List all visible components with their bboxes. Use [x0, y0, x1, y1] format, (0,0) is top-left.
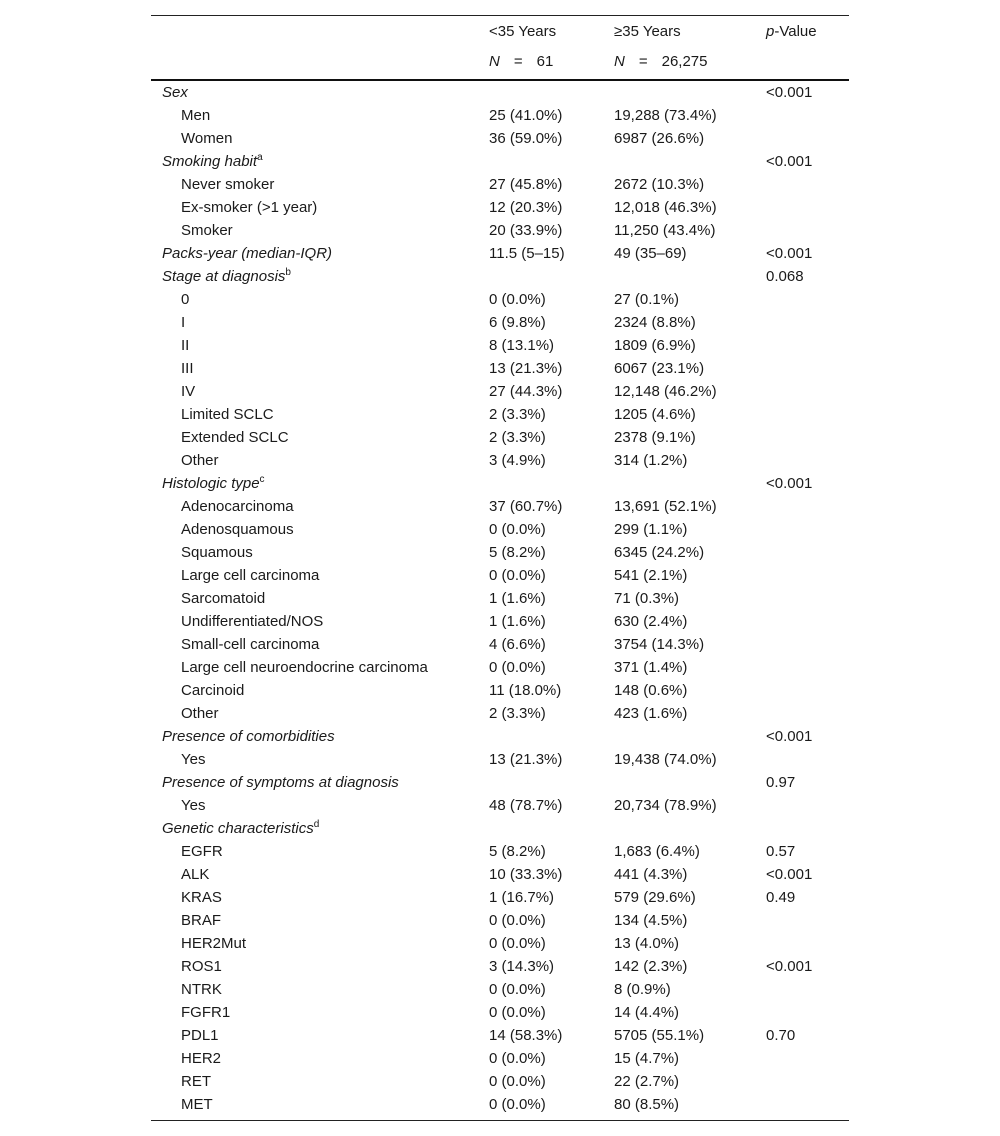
row-label: 0 — [181, 291, 190, 308]
value-35-plus: 6345 (24.2%) — [614, 544, 705, 561]
value-35-plus: 13 (4.0%) — [614, 935, 680, 952]
value-under-35: 20 (33.9%) — [489, 222, 563, 239]
value-under-35: 48 (78.7%) — [489, 797, 563, 814]
n-35-plus: N = 26,275 — [614, 53, 708, 70]
value-under-35: 4 (6.6%) — [489, 636, 546, 653]
section-row — [151, 725, 849, 748]
value-under-35: 8 (13.1%) — [489, 337, 555, 354]
table-row — [151, 840, 849, 863]
footnote-marker: a — [257, 152, 263, 163]
p-value: 0.97 — [766, 774, 796, 791]
value-35-plus: 19,288 (73.4%) — [614, 107, 717, 124]
value-35-plus: 15 (4.7%) — [614, 1050, 680, 1067]
row-label: Histologic type$^c$ — [162, 474, 265, 492]
table-row — [151, 449, 849, 472]
value-35-plus: 1205 (4.6%) — [614, 406, 696, 423]
row-label: Other — [181, 705, 219, 722]
value-35-plus: 314 (1.2%) — [614, 452, 688, 469]
value-35-plus: 27 (0.1%) — [614, 291, 680, 308]
table-row — [151, 932, 849, 955]
section-row — [151, 150, 849, 173]
row-label: Women — [181, 130, 233, 147]
value-35-plus: 5705 (55.1%) — [614, 1027, 705, 1044]
row-label: III — [181, 360, 194, 377]
table-row — [151, 863, 849, 886]
value-under-35: 13 (21.3%) — [489, 360, 563, 377]
row-label: Limited SCLC — [181, 406, 274, 423]
row-label: Stage at diagnosis$^b$ — [162, 267, 291, 285]
row-label: KRAS — [181, 889, 222, 906]
row-label: Presence of symptoms at diagnosis — [162, 774, 399, 791]
table-row — [151, 403, 849, 426]
row-label: Presence of comorbidities — [162, 728, 335, 745]
value-under-35: 14 (58.3%) — [489, 1027, 563, 1044]
row-label: Undifferentiated/NOS — [181, 613, 324, 630]
footnote-marker: b — [285, 267, 291, 278]
value-35-plus: 12,018 (46.3%) — [614, 199, 717, 216]
table-row — [151, 426, 849, 449]
table-row — [151, 978, 849, 1001]
value-under-35: 2 (3.3%) — [489, 429, 546, 446]
section-row — [151, 771, 849, 794]
value-under-35: 2 (3.3%) — [489, 705, 546, 722]
table-row — [151, 702, 849, 725]
value-under-35: 25 (41.0%) — [489, 107, 563, 124]
table-row — [151, 1047, 849, 1070]
header-p-value: p-Value — [766, 23, 817, 40]
value-under-35: 10 (33.3%) — [489, 866, 563, 883]
row-label: Never smoker — [181, 176, 275, 193]
header-row — [151, 16, 849, 46]
row-label: Large cell carcinoma — [181, 567, 320, 584]
value-under-35: 1 (16.7%) — [489, 889, 555, 906]
value-under-35: 11.5 (5–15) — [489, 245, 565, 262]
section-row — [151, 81, 849, 104]
row-label: Yes — [181, 751, 206, 768]
table-row — [151, 587, 849, 610]
section-row — [151, 265, 849, 288]
value-under-35: 0 (0.0%) — [489, 1073, 546, 1090]
value-35-plus: 423 (1.6%) — [614, 705, 688, 722]
row-label: NTRK — [181, 981, 222, 998]
value-under-35: 0 (0.0%) — [489, 912, 546, 929]
table-row — [151, 127, 849, 150]
value-35-plus: 2324 (8.8%) — [614, 314, 696, 331]
p-value: 0.068 — [766, 268, 804, 285]
row-label: Large cell neuroendocrine carcinoma — [181, 659, 428, 676]
table-row — [151, 909, 849, 932]
row-label: Ex-smoker (>1 year) — [181, 199, 318, 216]
table-row — [151, 357, 849, 380]
row-label: MET — [181, 1096, 213, 1113]
section-row — [151, 472, 849, 495]
section-row — [151, 242, 849, 265]
table-row — [151, 173, 849, 196]
p-value: <0.001 — [766, 958, 813, 975]
row-label: Adenocarcinoma — [181, 498, 294, 515]
value-under-35: 3 (4.9%) — [489, 452, 546, 469]
header-under-35: <35 Years — [489, 23, 557, 40]
value-35-plus: 579 (29.6%) — [614, 889, 696, 906]
p-value: 0.70 — [766, 1027, 796, 1044]
value-35-plus: 14 (4.4%) — [614, 1004, 680, 1021]
row-label: Small-cell carcinoma — [181, 636, 320, 653]
value-35-plus: 134 (4.5%) — [614, 912, 688, 929]
p-value: 0.49 — [766, 889, 796, 906]
table-row — [151, 541, 849, 564]
table-row — [151, 656, 849, 679]
value-35-plus: 19,438 (74.0%) — [614, 751, 717, 768]
value-under-35: 0 (0.0%) — [489, 659, 546, 676]
row-label: Squamous — [181, 544, 253, 561]
row-label: Adenosquamous — [181, 521, 294, 538]
row-label: FGFR1 — [181, 1004, 231, 1021]
row-label: HER2 — [181, 1050, 222, 1067]
value-under-35: 5 (8.2%) — [489, 544, 546, 561]
table-row — [151, 610, 849, 633]
value-35-plus: 2378 (9.1%) — [614, 429, 696, 446]
row-label: RET — [181, 1073, 211, 1090]
value-35-plus: 541 (2.1%) — [614, 567, 688, 584]
table-row — [151, 886, 849, 909]
row-label: Extended SCLC — [181, 429, 289, 446]
p-value: <0.001 — [766, 245, 813, 262]
table-row — [151, 1093, 849, 1116]
value-35-plus: 11,250 (43.4%) — [614, 222, 716, 239]
row-label: Sarcomatoid — [181, 590, 266, 607]
row-label: HER2Mut — [181, 935, 247, 952]
value-under-35: 27 (45.8%) — [489, 176, 563, 193]
value-35-plus: 8 (0.9%) — [614, 981, 671, 998]
table-row — [151, 1001, 849, 1024]
table-row — [151, 311, 849, 334]
row-label: PDL1 — [181, 1027, 219, 1044]
value-35-plus: 142 (2.3%) — [614, 958, 688, 975]
value-35-plus: 371 (1.4%) — [614, 659, 688, 676]
value-under-35: 5 (8.2%) — [489, 843, 546, 860]
value-35-plus: 12,148 (46.2%) — [614, 383, 717, 400]
header-35-plus: ≥35 Years — [614, 23, 681, 40]
value-35-plus: 2672 (10.3%) — [614, 176, 705, 193]
table-row — [151, 564, 849, 587]
table-body — [151, 81, 849, 1116]
value-under-35: 0 (0.0%) — [489, 1096, 546, 1113]
section-row — [151, 817, 849, 840]
p-value: <0.001 — [766, 475, 813, 492]
value-under-35: 0 (0.0%) — [489, 981, 546, 998]
value-under-35: 0 (0.0%) — [489, 521, 546, 538]
row-label: I — [181, 314, 186, 331]
value-under-35: 0 (0.0%) — [489, 567, 546, 584]
row-label: Sex — [162, 84, 188, 101]
table-row — [151, 955, 849, 978]
table-row — [151, 196, 849, 219]
table-row — [151, 219, 849, 242]
row-label: Other — [181, 452, 219, 469]
p-value: <0.001 — [766, 866, 813, 883]
value-35-plus: 148 (0.6%) — [614, 682, 688, 699]
row-label: Yes — [181, 797, 206, 814]
row-label: Genetic characteristics$^d$ — [162, 819, 320, 837]
value-under-35: 2 (3.3%) — [489, 406, 546, 423]
table-row — [151, 334, 849, 357]
value-35-plus: 3754 (14.3%) — [614, 636, 705, 653]
table-row — [151, 633, 849, 656]
value-under-35: 27 (44.3%) — [489, 383, 563, 400]
table-row — [151, 380, 849, 403]
row-label: Carcinoid — [181, 682, 245, 699]
value-under-35: 36 (59.0%) — [489, 130, 563, 147]
table-row — [151, 288, 849, 311]
value-35-plus: 6067 (23.1%) — [614, 360, 705, 377]
value-under-35: 3 (14.3%) — [489, 958, 555, 975]
value-under-35: 37 (60.7%) — [489, 498, 563, 515]
value-35-plus: 13,691 (52.1%) — [614, 498, 717, 515]
value-35-plus: 49 (35–69) — [614, 245, 687, 262]
value-35-plus: 6987 (26.6%) — [614, 130, 705, 147]
table-row — [151, 794, 849, 817]
value-35-plus: 71 (0.3%) — [614, 590, 680, 607]
value-35-plus: 20,734 (78.9%) — [614, 797, 717, 814]
row-label: BRAF — [181, 912, 222, 929]
value-under-35: 0 (0.0%) — [489, 1050, 546, 1067]
row-label: EGFR — [181, 843, 223, 860]
p-value: <0.001 — [766, 84, 813, 101]
n-row — [151, 46, 849, 79]
value-35-plus: 630 (2.4%) — [614, 613, 688, 630]
value-35-plus: 22 (2.7%) — [614, 1073, 680, 1090]
table-row — [151, 104, 849, 127]
value-under-35: 0 (0.0%) — [489, 1004, 546, 1021]
value-under-35: 1 (1.6%) — [489, 613, 546, 630]
table-bottom-rule — [151, 1120, 849, 1121]
value-under-35: 13 (21.3%) — [489, 751, 563, 768]
row-label: IV — [181, 383, 196, 400]
row-label: Smoker — [181, 222, 233, 239]
value-under-35: 11 (18.0%) — [489, 682, 562, 699]
value-under-35: 12 (20.3%) — [489, 199, 563, 216]
footnote-marker: c — [259, 474, 265, 485]
value-under-35: 0 (0.0%) — [489, 935, 546, 952]
row-label: II — [181, 337, 190, 354]
row-label: Men — [181, 107, 211, 124]
value-35-plus: 80 (8.5%) — [614, 1096, 680, 1113]
p-value: 0.57 — [766, 843, 796, 860]
value-under-35: 1 (1.6%) — [489, 590, 546, 607]
value-35-plus: 299 (1.1%) — [614, 521, 688, 538]
row-label: ROS1 — [181, 958, 222, 975]
value-35-plus: 441 (4.3%) — [614, 866, 688, 883]
footnote-marker: d — [313, 819, 320, 830]
row-label: Packs-year (median-IQR) — [162, 245, 333, 262]
table-row — [151, 679, 849, 702]
characteristics-table — [151, 15, 849, 1121]
table-row — [151, 495, 849, 518]
row-label: Smoking habit$^a$ — [162, 152, 263, 170]
table-row — [151, 518, 849, 541]
value-35-plus: 1809 (6.9%) — [614, 337, 696, 354]
value-under-35: 6 (9.8%) — [489, 314, 546, 331]
table-row — [151, 748, 849, 771]
table-row — [151, 1024, 849, 1047]
p-value: <0.001 — [766, 153, 813, 170]
value-under-35: 0 (0.0%) — [489, 291, 546, 308]
n-under-35: N = 61 — [489, 53, 554, 70]
p-value: <0.001 — [766, 728, 813, 745]
table-row — [151, 1070, 849, 1093]
row-label: ALK — [181, 866, 210, 883]
value-35-plus: 1,683 (6.4%) — [614, 843, 700, 860]
